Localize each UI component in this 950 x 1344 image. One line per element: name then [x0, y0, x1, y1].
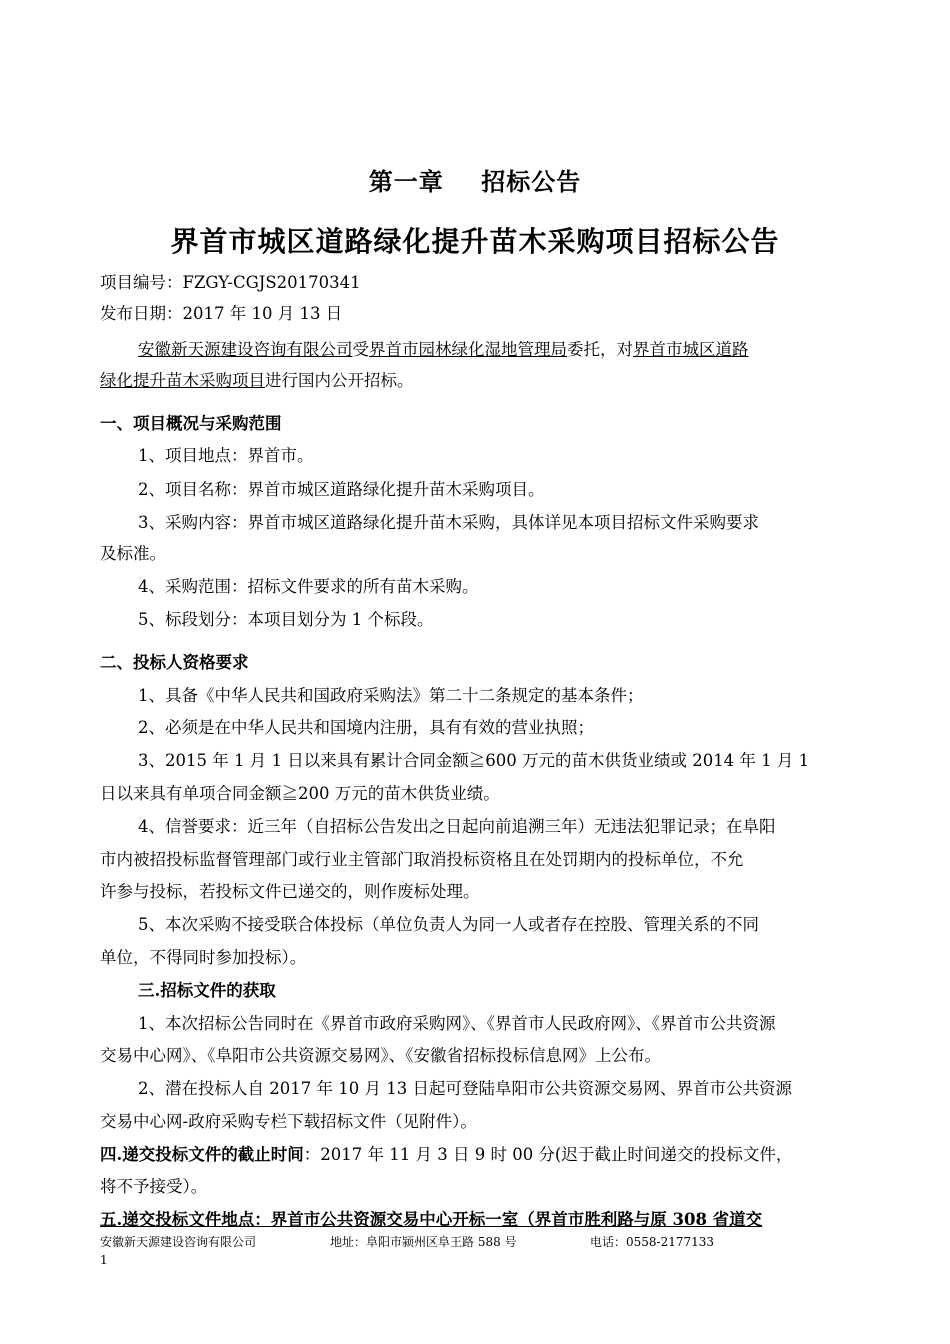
s2-item-4-line2: 市内被招投标监督管理部门或行业主管部门取消投标资格且在处罚期内的投标单位，不允 — [100, 850, 744, 869]
s3-item-1-line2: 交易中心网》、《阜阳市公共资源交易网》、《安徽省招标投标信息网》上公布。 — [100, 1046, 661, 1065]
project-number: 项目编号：FZGY-CGJS20170341 — [100, 273, 361, 292]
project-name-part2: 绿化提升苗木采购项目 — [100, 371, 265, 390]
s1-item-3-line1: 3、采购内容：界首市城区道路绿化提升苗木采购，具体详见本项目招标文件采购要求 — [138, 513, 759, 532]
intro-text-1: 受 — [352, 340, 369, 359]
s2-item-5-line2: 单位，不得同时参加投标）。 — [100, 948, 307, 967]
page-footer — [100, 1235, 852, 1249]
page-number: 1 — [100, 1253, 108, 1267]
intro-text-2: 委托，对 — [567, 340, 633, 359]
s2-item-2: 2、必须是在中华人民共和国境内注册，具有有效的营业执照； — [138, 718, 594, 737]
chapter-heading: 第一章 招标公告 — [368, 167, 582, 196]
section-3-heading: 三.招标文件的获取 — [138, 981, 276, 1000]
footer-address: 地址：阜阳市颍州区阜王路 588 号 — [330, 1235, 517, 1249]
agency-name: 安徽新天源建设咨询有限公司 — [138, 340, 353, 359]
section-4-heading: 四.递交投标文件的截止时间 — [100, 1145, 304, 1164]
page-title: 界首市城区道路绿化提升苗木采购项目招标公告 — [170, 225, 780, 258]
s3-item-2-line2: 交易中心网-政府采购专栏下载招标文件（见附件）。 — [100, 1112, 477, 1131]
section-5-heading: 五.递交投标文件地点：界首市公共资源交易中心开标一室（界首市胜利路与原 308 省道交 — [100, 1210, 763, 1229]
section-4-line1 — [100, 1145, 852, 1165]
intro-paragraph-line2 — [100, 371, 852, 391]
publish-date: 发布日期：2017 年 10 月 13 日 — [100, 304, 343, 323]
s2-item-3-line1: 3、2015 年 1 月 1 日以来具有累计合同金额≧600 万元的苗木供货业绩或 2014 年 1 月 1 — [138, 751, 810, 770]
s1-item-5: 5、标段划分：本项目划分为 1 个标段。 — [138, 610, 434, 629]
s2-item-3-line2: 日以来具有单项合同金额≧200 万元的苗木供货业绩。 — [100, 784, 500, 803]
intro-text-3: 进行国内公开招标。 — [265, 371, 414, 390]
footer-phone: 电话：0558-2177133 — [590, 1235, 715, 1249]
s1-item-4: 4、采购范围：招标文件要求的所有苗木采购。 — [138, 577, 479, 596]
section-2-heading: 二、投标人资格要求 — [100, 653, 249, 672]
s2-item-4-line3: 许参与投标，若投标文件已递交的，则作废标处理。 — [100, 882, 480, 901]
client-name: 界首市园林绿化湿地管理局 — [369, 340, 567, 359]
s1-item-3-line2: 及标准。 — [100, 544, 166, 563]
project-name-part1: 界首市城区道路 — [633, 340, 749, 359]
section-1-heading: 一、项目概况与采购范围 — [100, 414, 282, 433]
s2-item-4-line1: 4、信誉要求：近三年（自招标公告发出之日起向前追溯三年）无违法犯罪记录；在阜阳 — [138, 817, 776, 836]
intro-paragraph-line1 — [138, 340, 852, 360]
s2-item-5-line1: 5、本次采购不接受联合体投标（单位负责人为同一人或者存在控股、管理关系的不同 — [138, 915, 759, 934]
s1-item-1: 1、项目地点：界首市。 — [138, 446, 314, 465]
section-4-deadline: ：2017 年 11 月 3 日 9 时 00 分(迟于截止时间递交的投标文件， — [303, 1145, 793, 1164]
footer-company: 安徽新天源建设咨询有限公司 — [100, 1235, 257, 1249]
s3-item-1-line1: 1、本次招标公告同时在《界首市政府采购网》、《界首市人民政府网》、《界首市公共资源 — [138, 1014, 776, 1033]
s3-item-2-line1: 2、潜在投标人自 2017 年 10 月 13 日起可登陆阜阳市公共资源交易网、界首市公共资源 — [138, 1079, 792, 1098]
s2-item-1: 1、具备《中华人民共和国政府采购法》第二十二条规定的基本条件； — [138, 686, 644, 705]
s1-item-2: 2、项目名称：界首市城区道路绿化提升苗木采购项目。 — [138, 480, 545, 499]
section-4-line2: 将不予接受）。 — [100, 1177, 208, 1196]
